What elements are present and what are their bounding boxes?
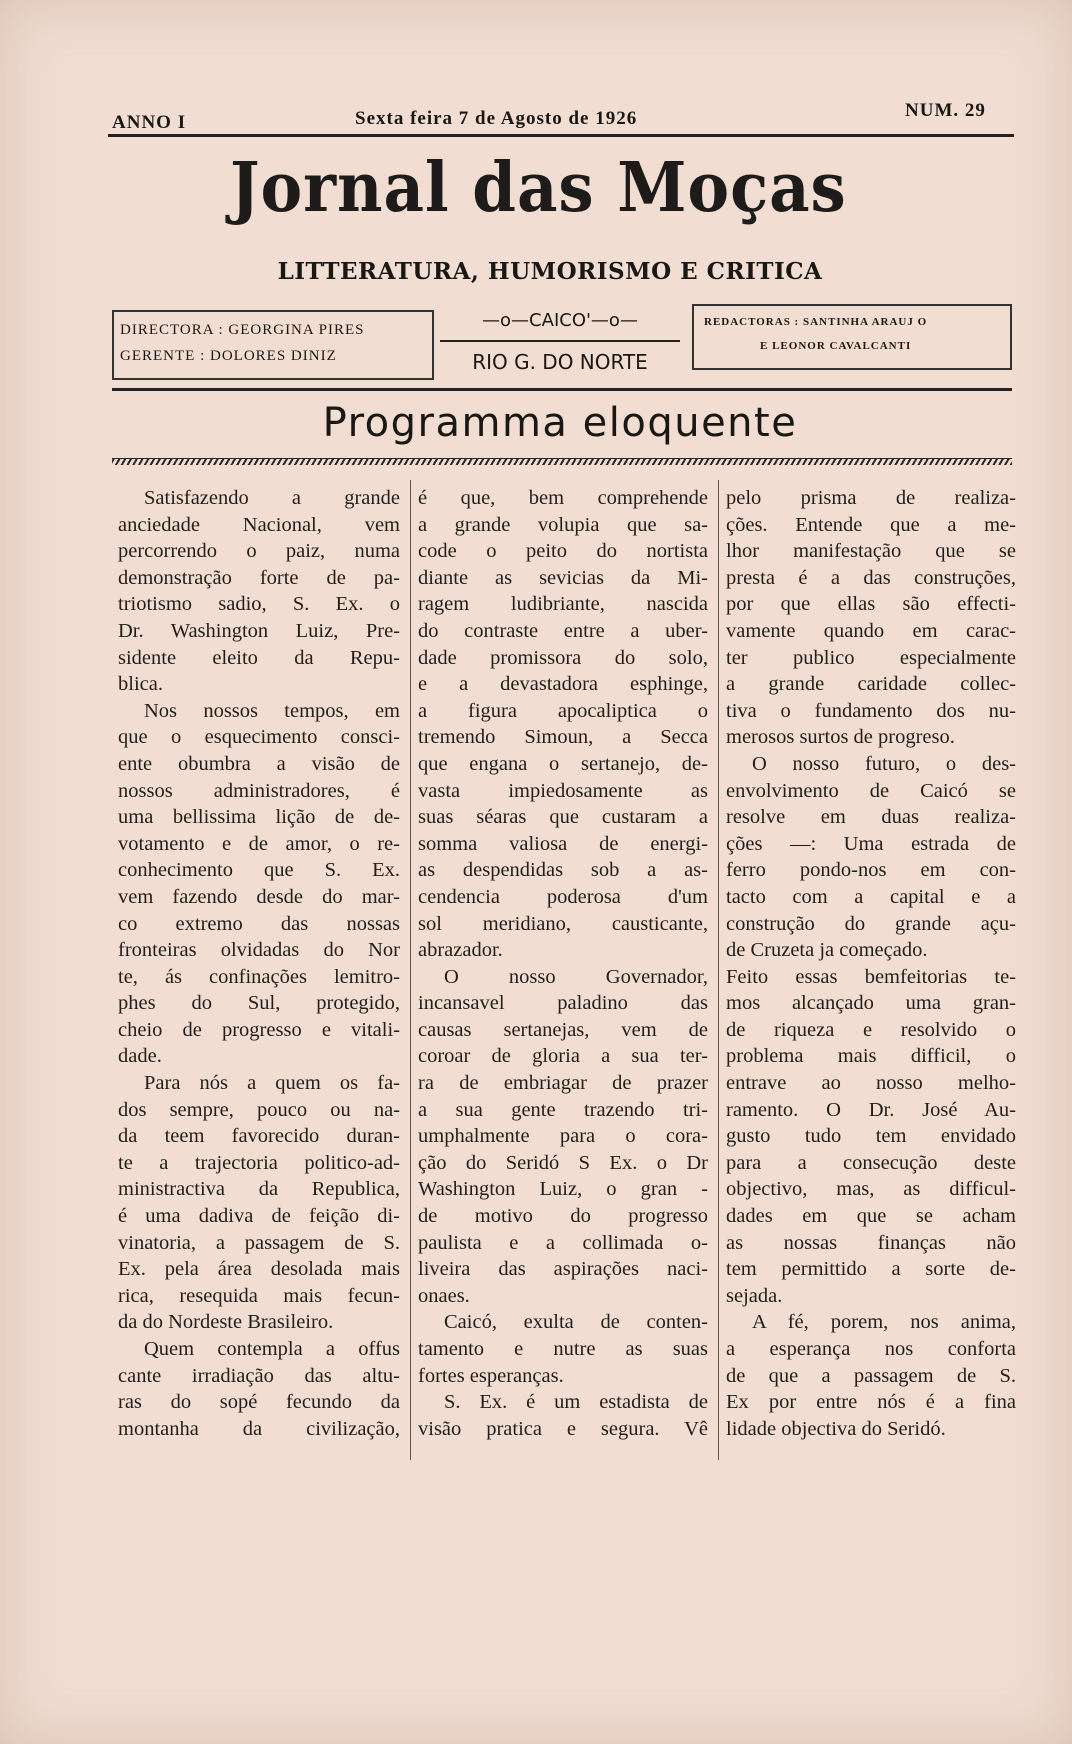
article-line: a grande caridade collec- [726,673,1016,696]
article-line: onaes. [418,1284,470,1307]
article-line: as despendidas sob a as- [418,859,708,882]
article-line: paulista e a collimada o- [418,1231,708,1254]
director-line: DIRECTORA : GEORGINA PIRES [120,322,365,338]
article-column-2 [418,485,708,1442]
article-line: Ex. pela área desolada mais [118,1258,400,1281]
article-line: que engana o sertanejo, de- [418,752,708,775]
article-line: montanha da civilização, [118,1417,400,1440]
article-line: ramento. O Dr. José Au- [726,1098,1016,1121]
location-box [440,306,680,380]
article-line: suas séaras que custaram a [418,806,708,829]
article-line: Ex por entre nós é a fina [726,1391,1016,1414]
article-line: resolve em duas realiza- [726,806,1016,829]
manager-line: GERENTE : DOLORES DINIZ [120,348,337,364]
article-line: phes do Sul, protegido, [118,992,400,1015]
article-line: dade. [118,1045,162,1068]
article-line: abrazador. [418,939,503,962]
article-line: Nos nossos tempos, em [144,699,400,722]
article-line: coroar de gloria a sua ter- [418,1045,708,1068]
article-line: fortes esperanças. [418,1364,564,1387]
article-line: te a trajectoria politico-ad- [118,1151,400,1174]
location-divider [440,340,680,342]
article-line: incansavel paladino das [418,992,708,1015]
title-underline [112,458,1012,465]
article-line: conhecimento que S. Ex. [118,859,400,882]
article-line: vamente quando em carac- [726,619,1016,642]
article-line: O nosso futuro, o des- [752,752,1016,775]
article-line: liveira das aspirações naci- [418,1258,708,1281]
article-line: tamento e nutre as suas [418,1338,708,1360]
article-line: lhor manifestação que se [726,540,1016,563]
column-divider-1 [410,480,411,1460]
article-line: para a consecução deste [726,1151,1016,1174]
article-line: Satisfazendo a grande [144,487,400,509]
article-line: de Cruzeta ja começado. [726,939,928,962]
article-line: merosos surtos de progreso. [726,726,955,749]
article-line: de riqueza e resolvido o [726,1018,1016,1041]
article-line: triotismo sadio, S. Ex. o [118,593,400,616]
article-line: Washington Luiz, o gran - [418,1178,708,1201]
article-line: Para nós a quem os fa- [144,1072,400,1095]
article-line: umphalmente para o cora- [418,1125,708,1148]
city-line: —o—CAICO'—o— [482,310,638,331]
article-line: dades em que se acham [726,1205,1016,1228]
article-line: por que ellas são effecti- [726,593,1016,616]
article-line: ente obumbra a visão de [118,752,400,775]
article-line: ragem ludibriante, nascida [418,593,708,616]
article-line: construção do grande açu- [726,912,1016,935]
article-line: objectivo, mas, as difficul- [726,1178,1016,1201]
article-line: é que, bem comprehende [418,487,708,509]
article-line: e a devastadora esphinge, [418,673,708,696]
editors-line: REDACTORAS : SANTINHA ARAUJ O [704,316,928,328]
article-line: as nossas finanças não [726,1231,1016,1254]
volume-label: ANNO I [112,112,187,133]
article-line: S. Ex. é um estadista de [444,1391,708,1414]
article-line: cheio de progresso e vitali- [118,1018,400,1041]
article-line: tacto com a capital e a [726,885,1016,908]
article-line: a grande volupia que sa- [418,513,708,536]
article-line: problema mais difficil, o [726,1045,1016,1068]
article-line: visão pratica e segura. Vê [418,1417,708,1440]
article-line: de motivo do progresso [418,1205,708,1228]
article-line: O nosso Governador, [444,965,708,988]
article-line: do contraste entre a uber- [418,619,708,642]
staff-box-left [112,310,434,380]
article-line: anciedade Nacional, vem [118,513,400,536]
article-line: ra de embriagar de prazer [418,1072,708,1095]
article-line: ções. Entende que a me- [726,513,1016,536]
article-line: a sua gente trazendo tri- [418,1098,708,1121]
article-line: Caicó, exulta de conten- [444,1311,708,1334]
article-line: code o peito do nortista [418,540,708,563]
article-title: Programma eloquente [322,400,798,446]
masthead-subtitle: LITTERATURA, HUMORISMO E CRITICA [277,258,823,285]
article-line: é uma dadiva de feição di- [118,1205,400,1228]
article-line: da do Nordeste Brasileiro. [118,1311,334,1334]
show-through-area [160,1470,980,1610]
article-line: percorrendo o paiz, numa [118,540,400,563]
article-line: tiva o fundamento dos nu- [726,699,1016,722]
article-line: mos alcançado uma gran- [726,992,1016,1015]
article-line: demonstração forte de pa- [118,566,400,589]
staff-box-right [692,304,1012,370]
article-line: nossos administradores, é [118,779,400,802]
article-line: entrave ao nosso melho- [726,1072,1016,1095]
article-line: Feito essas bemfeitorias te- [726,965,1016,988]
article-line: uma bellissima lição de de- [118,806,400,829]
article-line: rica, resequida mais fecun- [118,1284,400,1307]
masthead-rule [112,388,1012,391]
article-column-1 [118,485,400,1442]
article-line: Dr. Washington Luiz, Pre- [118,619,400,642]
article-line: co extremo das nossas [118,912,400,935]
article-line: que o esquecimento consci- [118,726,400,749]
article-column-3 [726,485,1016,1442]
article-line: tremendo Simoun, a Secca [418,726,708,749]
article-line: a esperança nos conforta [726,1338,1016,1360]
article-line: cendencia poderosa d'um [418,885,708,908]
article-line: gusto tudo tem envidado [726,1125,1016,1148]
issue-number: NUM. 29 [905,100,986,121]
article-line: presta é a das construções, [726,566,1016,589]
article-line: ras do sopé fecundo da [118,1391,400,1414]
article-line: a figura apocaliptica o [418,699,708,722]
article-line: A fé, porem, nos anima, [752,1311,1016,1334]
article-line: ções —: Uma estrada de [726,832,1016,855]
article-line: Quem contempla a offus [144,1338,400,1360]
masthead-title: Jornal das Moças [230,148,847,228]
article-line: de que a passagem de S. [726,1364,1016,1387]
article-line: sol meridiano, causticante, [418,912,708,935]
article-line: pelo prisma de realiza- [726,487,1016,509]
article-line: ferro pondo-nos em con- [726,859,1016,882]
article-line: tem permittido a sorte de- [726,1258,1016,1281]
article-line: diante as sevicias da Mi- [418,566,708,589]
article-line: blica. [118,673,163,696]
article-line: envolvimento de Caicó se [726,779,1016,802]
article-line: ção do Seridó S Ex. o Dr [418,1151,708,1174]
article-line: vinatoria, a passagem de S. [118,1231,400,1254]
article-line: fronteiras olvidadas do Nor [118,939,400,962]
article-line: votamento e de amor, o re- [118,832,400,855]
article-line: dade promissora do solo, [418,646,708,669]
state-line: RIO G. DO NORTE [472,350,648,374]
issue-date: Sexta feira 7 de Agosto de 1926 [355,108,638,129]
article-line: vem fazendo desde do mar- [118,885,400,908]
article-line: ministractiva da Republica, [118,1178,400,1201]
article-line: lidade objectiva do Seridó. [726,1417,946,1440]
editors-line-2: E LEONOR CAVALCANTI [760,340,912,352]
article-line: ter publico especialmente [726,646,1016,669]
article-line: te, ás confinações lemitro- [118,965,400,988]
header-rule [108,134,1014,137]
column-divider-2 [718,480,719,1460]
article-line: da teem favorecido duran- [118,1125,400,1148]
article-line: cante irradiação das altu- [118,1364,400,1387]
article-line: causas sertanejas, vem de [418,1018,708,1041]
article-line: somma valiosa de energi- [418,832,708,855]
article-line: sidente eleito da Repu- [118,646,400,669]
article-line: dos sempre, pouco ou na- [118,1098,400,1121]
article-line: sejada. [726,1284,783,1307]
article-line: vasta impiedosamente as [418,779,708,802]
